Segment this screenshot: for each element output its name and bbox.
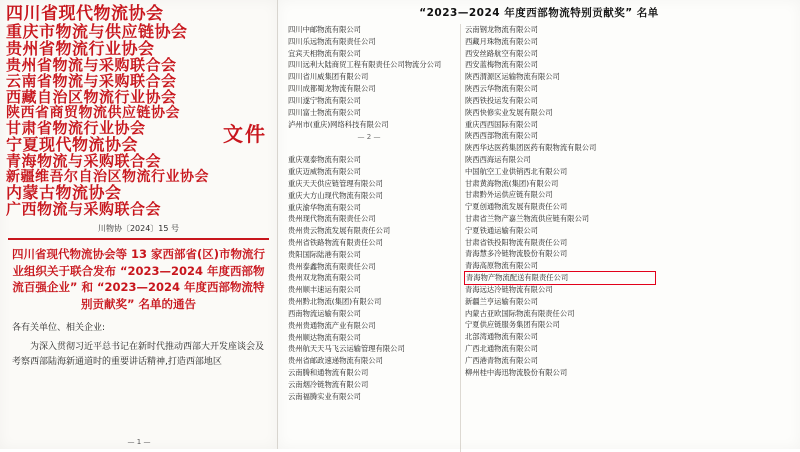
list-item: 云南钢龙物流有限公司 <box>465 25 538 34</box>
list-item: 柳州桂中海迅物流股份有限公司 <box>465 367 568 377</box>
list-item: 云南腾和通物流有限公司 <box>288 367 369 377</box>
masthead <box>0 0 277 217</box>
left-page-number: — 1 — <box>127 438 151 446</box>
list-item: 甘肃省铁投阳物流有限责任公司 <box>465 237 568 247</box>
masthead-line: 甘肃省物流行业协会 <box>6 119 146 137</box>
masthead-line: 新疆维吾尔自治区物流行业协会 <box>6 169 209 185</box>
list-item: 贵州省邮政速递物流有限公司 <box>288 356 383 366</box>
list-item: 贵州贵云物流发展有限责任公司 <box>288 226 391 236</box>
list-item: 重庆观泰物流有限公司 <box>288 155 361 165</box>
list-item: 西安蓝梅物流有限公司 <box>465 60 538 70</box>
list-item: 贵阳国际陆港有限公司 <box>288 249 361 259</box>
list-item: 四川中邮物流有限公司 <box>288 25 361 34</box>
masthead-line: 宁夏现代物流协会 <box>6 135 139 154</box>
list-column-1 <box>288 24 456 452</box>
red-divider-rule <box>8 238 269 240</box>
list-item: 云南福腾实业有限公司 <box>288 391 361 401</box>
list-item: 宜宾天相物流有限公司 <box>288 48 361 58</box>
document-title: 四川省现代物流协会等 13 家西部省(区)市物流行业组织关于联合发布 “2023—2024 年度西部物流百强企业” 和 “2023—2024 年度西部物流特别贡献奖” 名单的通告 <box>11 247 266 312</box>
list-item: 陕西快修实业发展有限公司 <box>465 107 553 117</box>
list-item: 重庆迈威物流有限公司 <box>288 167 361 177</box>
page-marker: — 2 — <box>357 133 381 142</box>
list-item: 西藏月珠物流有限公司 <box>465 36 538 46</box>
list-item: 西南物流运输有限公司 <box>288 308 361 318</box>
list-item: 甘肃黔外运供应链有限公司 <box>465 190 553 200</box>
masthead-line: 重庆市物流与供应链协会 <box>6 22 188 41</box>
list-item: 陕西铁投运发有限公司 <box>465 95 538 105</box>
list-item: 陕西西部物流有限公司 <box>465 131 538 141</box>
body-paragraph: 各有关单位、相关企业: <box>12 322 106 333</box>
list-item: 陕西云华物流有限公司 <box>465 84 538 94</box>
column-spacer <box>288 145 450 154</box>
list-item: 陕西渭源区运输物流有限公司 <box>465 72 560 82</box>
list-item: 重庆西西国际有限公司 <box>465 119 538 129</box>
list-item: 新疆兰亨运输有限公司 <box>465 296 538 306</box>
award-list-title: “2023—2024 年度西部物流特别贡献奖” 名单 <box>419 7 659 19</box>
masthead-line: 内蒙古物流协会 <box>6 183 122 202</box>
list-item: 广西港青物流有限公司 <box>465 355 538 365</box>
left-document-page <box>0 0 278 449</box>
list-item: 宁夏供应链服务集团有限公司 <box>465 320 560 330</box>
list-item: 重庆大方山现代物流有限公司 <box>288 190 383 200</box>
list-item: 云南烟冷链物流有限公司 <box>288 379 369 389</box>
list-item: 贵州黔北物流(集团)有限公司 <box>288 297 382 307</box>
masthead-line: 贵州省物流与采购联合会 <box>6 56 177 74</box>
award-list-columns <box>278 22 800 452</box>
list-item: 贵州顺丰速运有限公司 <box>288 285 361 295</box>
list-item: 贵州双龙物流有限公司 <box>288 273 361 283</box>
masthead-line: 广西物流与采购联合会 <box>6 200 162 218</box>
list-item: 宁夏铁通运输有限公司 <box>465 225 538 235</box>
list-item: 四川远利大陆商贸工程有限责任公司物流分公司 <box>288 60 442 70</box>
list-item: 四川成都蜀龙物流有限公司 <box>288 84 376 94</box>
masthead-line: 西藏自治区物流行业协会 <box>6 88 177 106</box>
masthead-line: 四川省现代物流协会 <box>6 4 164 24</box>
list-item: 陕西西海运有限公司 <box>465 154 531 164</box>
list-item: 四川富士物流有限公司 <box>288 107 361 117</box>
document-number: 川物协〔2024〕15 号 <box>97 224 180 233</box>
list-item: 重庆天天供应链管理有限公司 <box>288 178 383 188</box>
list-item: 内蒙古亚欧国际物流有限责任公司 <box>465 308 575 318</box>
list-item: 青海远达冷链物流有限公司 <box>465 284 553 294</box>
list-item: 中国航空工业供销西北有限公司 <box>465 166 568 176</box>
list-item: 贵州省铁路物流有限责任公司 <box>288 238 383 247</box>
document-stamp-label: 文件 <box>223 122 267 146</box>
list-item: 贵州现代物流有限责任公司 <box>288 214 376 224</box>
list-item: 宁夏创通物流发展有限责任公司 <box>465 202 568 212</box>
list-column-2 <box>465 24 655 452</box>
list-item: 贵州贵通物流产业有限公司 <box>288 320 376 330</box>
list-item: 北部湾通物流有限公司 <box>465 332 538 342</box>
list-item: 甘肃黄海物流(集团)有限公司 <box>465 178 559 188</box>
body-paragraph: 为深入贯彻习近平总书记在新时代推动西部大开发座谈会及考察西部陆海新通道时的重要讲话精神,打造西部地区 <box>12 341 265 368</box>
masthead-line: 贵州省物流行业协会 <box>6 39 155 58</box>
list-item: 四川省川威集团有限公司 <box>288 72 369 82</box>
list-item: 泸州市(重庆)网络科技有限公司 <box>288 119 389 129</box>
right-document-page <box>278 0 800 449</box>
list-item: 重庆渝华物流有限公司 <box>288 202 361 212</box>
list-item: 广西北通物流有限公司 <box>465 343 538 353</box>
masthead-line: 云南省物流与采购联合会 <box>6 72 177 90</box>
list-item: 西安丝路航空有限公司 <box>465 48 538 58</box>
list-item: 甘肃省兰物产嘉兰物流供应链有限公司 <box>465 214 590 223</box>
list-item: 贵州顺达物流有限公司 <box>288 332 361 342</box>
list-item-highlighted: 青海物产物流配送有限责任公司 <box>465 272 655 284</box>
list-item: 四川遂宁物流有限公司 <box>288 95 361 105</box>
document-body <box>0 321 277 371</box>
list-item: 贵州航天天马飞云运输管理有限公司 <box>288 344 405 354</box>
masthead-line: 陕西省商贸物流供应链协会 <box>6 105 180 121</box>
list-item: 贵州泰鑫物流有限责任公司 <box>288 261 376 271</box>
column-divider <box>460 24 461 452</box>
list-item: 陕西华达医药集团医药有限物流有限公司 <box>465 143 597 153</box>
masthead-line: 青海物流与采购联合会 <box>6 152 162 170</box>
list-item: 青海慧多冷链物流股份有限公司 <box>465 249 568 259</box>
list-item: 青海高原物流有限公司 <box>465 261 538 271</box>
list-item: 四川乐远物流有限责任公司 <box>288 36 376 46</box>
